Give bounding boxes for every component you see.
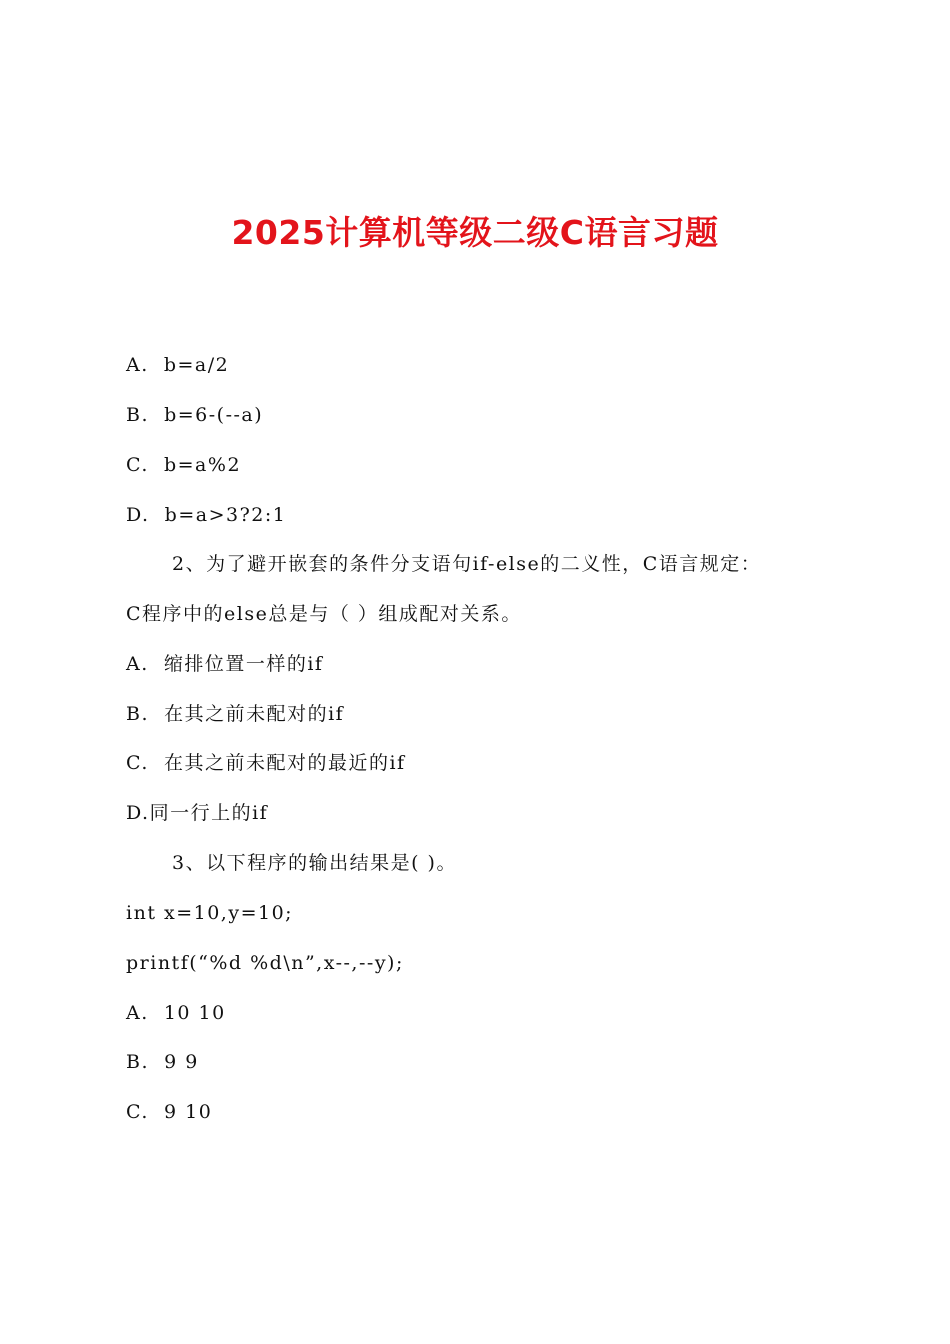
q3-option-a: A. 10 10 xyxy=(126,1002,226,1024)
q1-option-b: B. b=6-(--a) xyxy=(126,404,264,426)
q3-stem: 3、以下程序的输出结果是( )。 xyxy=(172,852,457,874)
q2-option-a: A. 缩排位置一样的if xyxy=(126,653,324,675)
q2-option-c: C. 在其之前未配对的最近的if xyxy=(126,752,406,774)
q2-stem-line-2: C程序中的else总是与（ ）组成配对关系。 xyxy=(126,603,522,625)
q2-option-b: B. 在其之前未配对的if xyxy=(126,703,345,725)
q3-option-c: C. 9 10 xyxy=(126,1101,213,1123)
document-title: 2025计算机等级二级C语言习题 xyxy=(231,213,719,252)
q2-option-d: D.同一行上的if xyxy=(126,802,269,824)
q1-option-c: C. b=a%2 xyxy=(126,454,242,476)
q1-option-d: D. b=a>3?2:1 xyxy=(126,504,287,526)
q3-code-line-1: int x=10,y=10; xyxy=(126,902,294,924)
q3-code-line-2: printf(“%d %d\n”,x--,--y); xyxy=(126,952,404,974)
q1-option-a: A. b=a/2 xyxy=(126,354,230,376)
q2-stem-line-1: 2、为了避开嵌套的条件分支语句if-else的二义性，C语言规定： xyxy=(172,553,762,575)
q3-option-b: B. 9 9 xyxy=(126,1051,199,1073)
